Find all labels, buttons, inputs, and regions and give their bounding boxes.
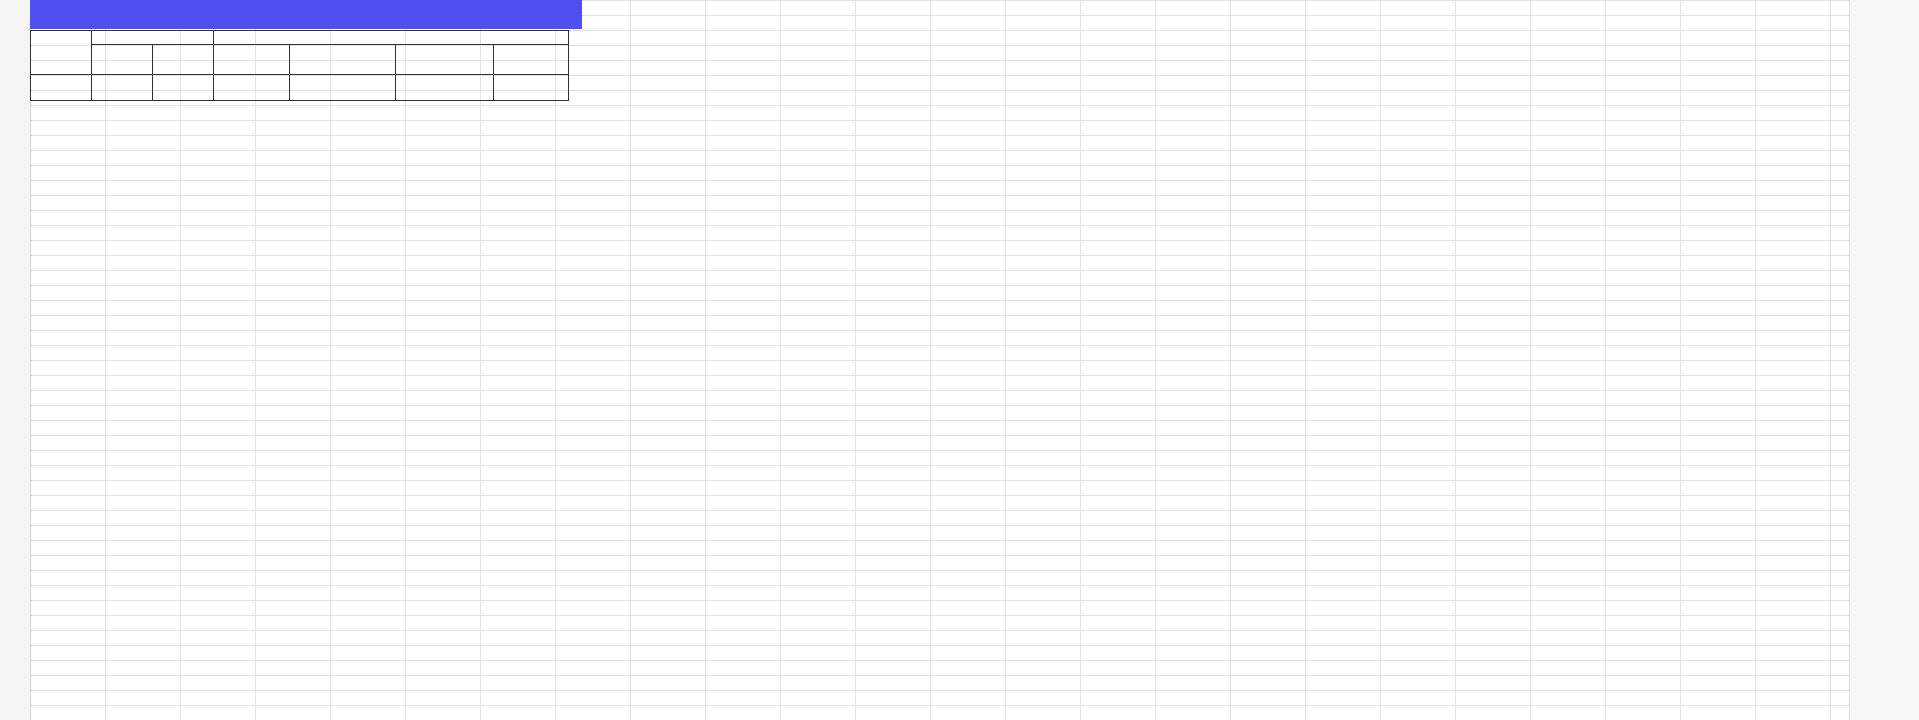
- parcel-group-header: [92, 31, 214, 45]
- price-cell: [153, 75, 214, 101]
- page-title: [30, 0, 582, 29]
- price-cell: [290, 75, 396, 101]
- right-toolbar: [1849, 0, 1919, 720]
- col-header: [494, 45, 569, 75]
- price-cell: [396, 75, 494, 101]
- price-table: [30, 30, 569, 101]
- price-cell: [494, 75, 569, 101]
- price-cell: [92, 75, 153, 101]
- row-header: [0, 0, 31, 720]
- region-header: [31, 31, 92, 75]
- col-header: [396, 45, 494, 75]
- price-cell: [214, 75, 290, 101]
- col-header: [290, 45, 396, 75]
- row-label: [31, 75, 92, 101]
- col-header: [153, 45, 214, 75]
- col-header: [214, 45, 290, 75]
- col-header: [92, 45, 153, 75]
- bulk-group-header: [214, 31, 569, 45]
